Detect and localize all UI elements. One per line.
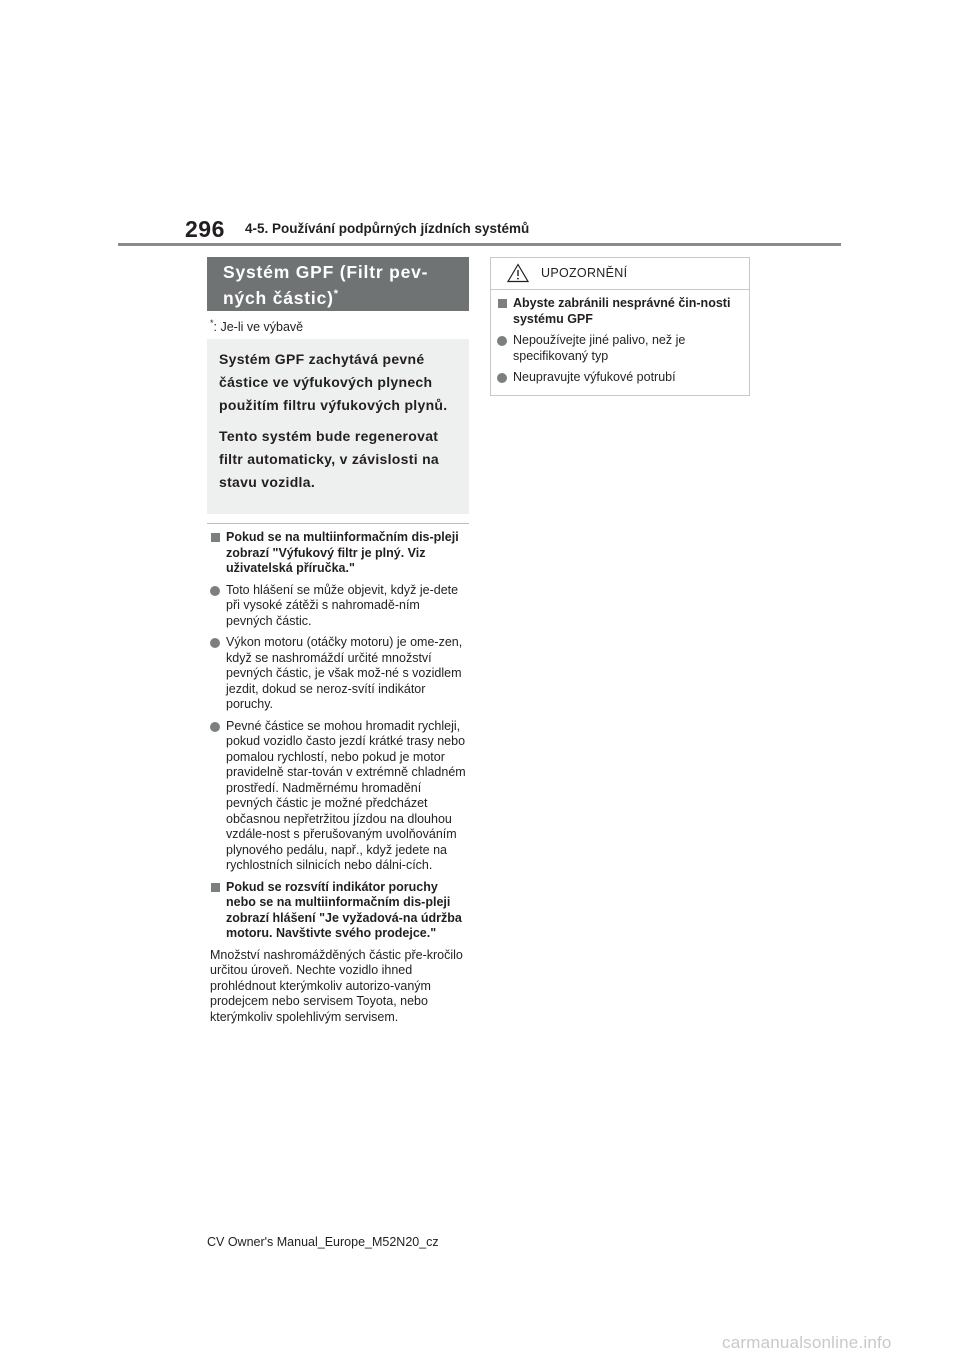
square-bullet-icon: [211, 883, 220, 892]
warning-box: [490, 257, 750, 396]
page-footer: CV Owner's Manual_Europe_M52N20_cz: [207, 1235, 439, 1249]
summary-paragraph: Tento systém bude regenerovat filtr automaticky, v závislosti na stavu vozidla.: [219, 428, 440, 490]
content-divider: [207, 523, 469, 524]
bullet-text: Výkon motoru (otáčky motoru) je ome-zen, když se nashromáždí určité množství pevných částic, je však mož-né s vozidlem jezdit, dokud se neroz-svítí indikátor poruchy.: [226, 635, 463, 711]
square-bullet-icon: [211, 533, 220, 542]
subheading-text: Pokud se rozsvítí indikátor poruchy nebo se na multiinformačním dis-pleji zobrazí hlášení "Je vyžadová-na údržba motoru. Navštivte svého prodejce.": [226, 879, 462, 940]
section-title-box: [207, 257, 469, 311]
header-divider: [118, 243, 841, 246]
footnote-text: : Je-li ve výbavě: [213, 320, 304, 334]
warning-header: [491, 258, 749, 290]
section-title-line1: Systém GPF (Filtr pev-: [223, 262, 429, 282]
subheading: [210, 530, 468, 577]
warning-subheading: [497, 296, 739, 327]
summary-paragraph: Systém GPF zachytává pevné částice ve výfukových plynech použitím filtru výfukových plynů.: [219, 351, 448, 413]
bullet-item: [210, 583, 468, 630]
subheading: [210, 880, 468, 942]
warning-bullet-text: Nepoužívejte jiné palivo, než je specifikovaný typ: [513, 333, 686, 363]
title-asterisk: *: [333, 288, 339, 300]
round-bullet-icon: [497, 373, 507, 383]
subheading-text: Pokud se na multiinformačním dis-pleji zobrazí "Výfukový filtr je plný. Viz uživatelská příručka.": [226, 530, 459, 575]
summary-box: [207, 339, 469, 514]
section-title-line2: ných částic): [223, 288, 334, 308]
content-column: [210, 530, 468, 1025]
watermark: carmanualsonline.info: [722, 1333, 892, 1352]
round-bullet-icon: [210, 586, 220, 596]
warning-subheading-text: Abyste zabránili nesprávné čin-nosti systému GPF: [513, 296, 731, 326]
warning-bullet-text: Neupravujte výfukové potrubí: [513, 370, 676, 384]
bullet-text: Toto hlášení se může objevit, když je-dete při vysoké zátěži s nahromadě-ním pevných částic.: [226, 582, 459, 628]
warning-body: [491, 290, 749, 386]
round-bullet-icon: [210, 722, 220, 732]
chapter-title: 4-5. Používání podpůrných jízdních systémů: [245, 221, 530, 236]
bullet-item: [210, 635, 468, 713]
round-bullet-icon: [210, 638, 220, 648]
warning-triangle-icon: [507, 263, 529, 283]
body-paragraph: Množství nashromážděných částic pře-kročilo určitou úroveň. Nechte vozidlo ihned prohlédnout kterýmkoliv autorizo-vaným prodejcem nebo servisem Toyota, nebo kterýmkoliv spolehlivým servisem.: [210, 947, 463, 1024]
bullet-text: Pevné částice se mohou hromadit rychleji, pokud vozidlo často jezdí krátké trasy nebo pomalou rychlostí, nebo pokud je motor pravidelně star-tován v extrémně chladném prostředí. Nadměrnému hromadění pevných částic je možné předcházet občasnou nepřetržitou jízdou na dlouhou vzdále-nost s přerušovaným uvolňováním plynového pedálu, např., když jedete na rychlostních silnicích nebo dálni-cích.: [226, 718, 466, 872]
page-number: 296: [185, 216, 225, 242]
warning-bullet: [497, 370, 739, 386]
bullet-item: [210, 719, 468, 874]
warning-title: UPOZORNĚNÍ: [541, 266, 628, 280]
footnote-mark: *: [210, 318, 214, 328]
warning-bullet: [497, 333, 739, 364]
square-bullet-icon: [498, 299, 507, 308]
round-bullet-icon: [497, 336, 507, 346]
footnote: [210, 320, 303, 334]
